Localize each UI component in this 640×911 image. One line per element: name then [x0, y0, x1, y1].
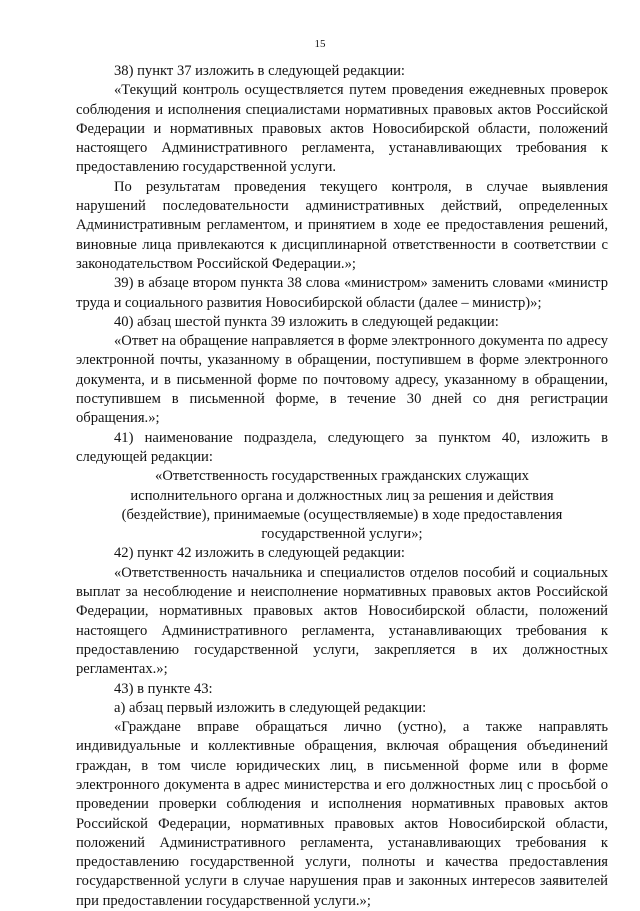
paragraph-control-results: По результатам проведения текущего контроля, в случае выявления нарушений последовательности административных действий, определенных Административным регламентом, и принятием в ходе ее предоставления решений, виновные лица привлекаются к дисциплинарной ответственности в соответствии с законодательством Российской Федерации.»; — [76, 178, 608, 272]
paragraph-item-40: 40) абзац шестой пункта 39 изложить в следующей редакции: — [114, 313, 499, 330]
paragraph-subsection-title: «Ответственность государственных гражданских служащих исполнительного органа и должностных лиц за решения и действия (бездействие), принимаемые (осуществляемые) в ходе предоставления государственной услуги»; — [121, 468, 563, 543]
paragraph-item-38: 38) пункт 37 изложить в следующей редакции: — [114, 63, 405, 79]
paragraph-quote-response: «Ответ на обращение направляется в форме электронного документа по адресу электронной почты, указанному в обращении, поступившем в форме электронного документа, и в письменной форме по почтовому адресу, указанному в обращении, поступившем в письменной форме, в течение 30 дней со дня регистрации обращения.»; — [76, 333, 608, 427]
document-body — [76, 62, 608, 911]
page-number: 15 — [314, 38, 326, 50]
paragraph-subitem-a: а) абзац первый изложить в следующей редакции: — [114, 699, 427, 716]
paragraph-quote-responsibility: «Ответственность начальника и специалистов отделов пособий и социальных выплат за несоблюдение и неисполнение нормативных правовых актов Российской Федерации, нормативных правовых актов Новосибирской области, положений настоящего Административного регламента, устанавливающих требования к предоставлению государственной услуги, закрепляется в их должностных регламентах.»; — [76, 564, 608, 678]
paragraph-item-42: 42) пункт 42 изложить в следующей редакции: — [114, 545, 405, 562]
paragraph-quote-current-control: «Текущий контроль осуществляется путем проведения ежедневных проверок соблюдения и исполнения специалистами нормативных правовых актов Российской Федерации и нормативных правовых актов Новосибирской области, положений настоящего Административного регламента, устанавливающих требования к предоставлению государственной услуги. — [76, 82, 608, 176]
paragraph-quote-citizens: «Граждане вправе обращаться лично (устно), а также направлять индивидуальные и коллективные обращения, включая обращения объединений граждан, в том числе юридических лиц, в письменной форме или в форме электронного документа в адрес министерства и его должностных лиц с просьбой о проведении проверки соблюдения и исполнения нормативных правовых актов Российской Федерации, нормативных правовых актов Новосибирской области, положений Административного регламента, устанавливающих требования к предоставлению государственной услуги, полноты и качества предоставления государственной услуги в случае нарушения прав и законных интересов заявителей при предоставлении государственной услуги.»; — [76, 719, 608, 909]
paragraph-item-39: 39) в абзаце втором пункта 38 слова «министром» заменить словами «министр труда и социального развития Новосибирской области (далее – министр)»; — [76, 275, 608, 311]
paragraph-item-43: 43) в пункте 43: — [114, 680, 213, 697]
paragraph-item-41: 41) наименование подраздела, следующего за пунктом 40, изложить в следующей редакции: — [76, 429, 608, 465]
